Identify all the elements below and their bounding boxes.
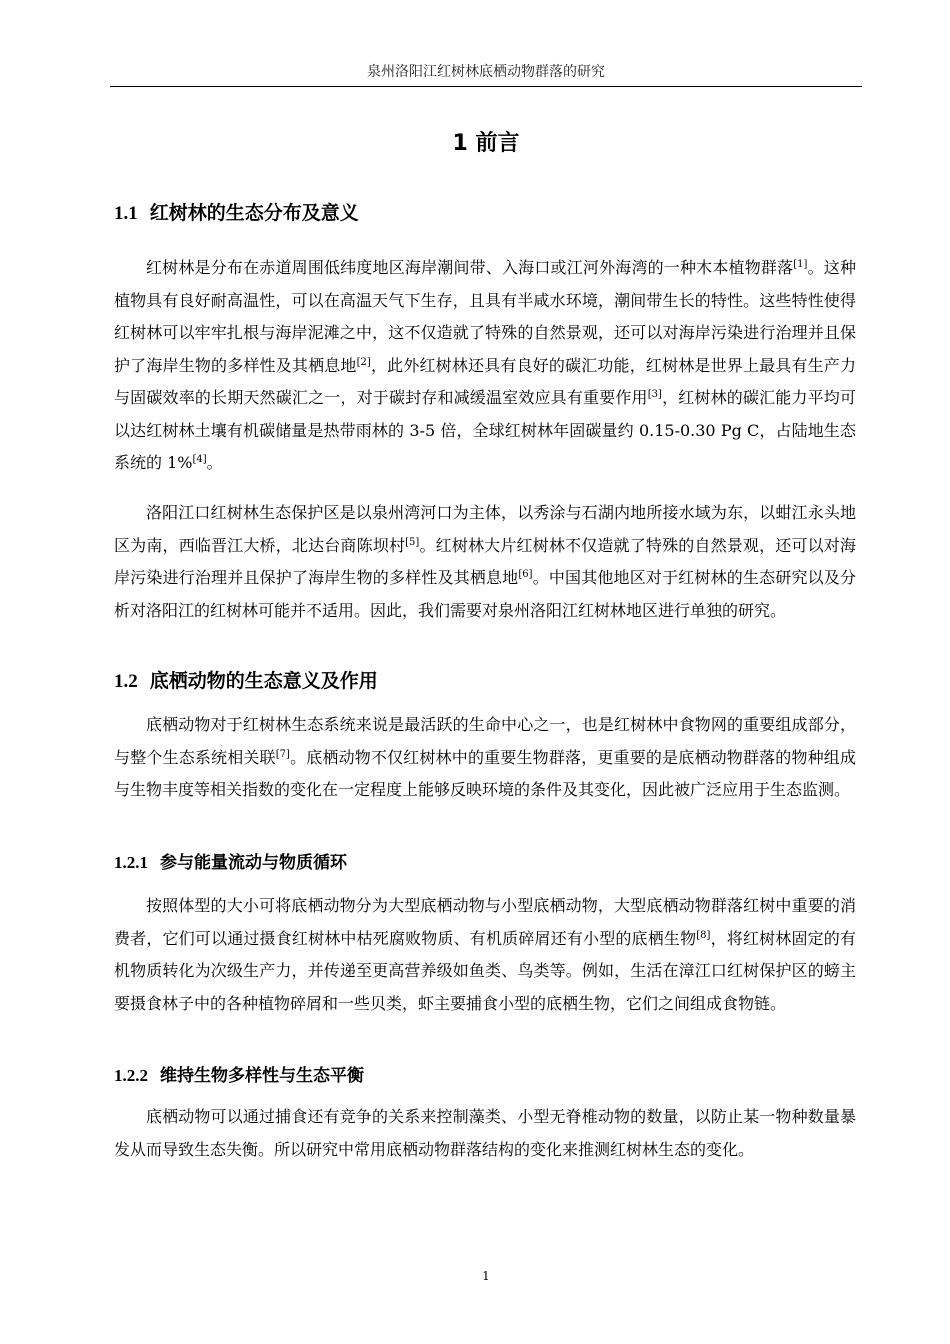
citation: [4] [192,454,207,465]
citation: [6] [518,569,533,580]
text-run: 。 [206,453,223,472]
section-number: 1.2 [114,671,138,692]
text-run: 按照体型的大小可将底栖动物分为大型底栖动物与小型底栖动物，大型底栖动物群落红树中重要的消费者，它们可以通过摄食红树林中枯死腐败物质、有机质碎屑还有小型的底栖生物 [114,896,856,948]
citation: [2] [356,356,371,368]
text-run: 底栖动物对于红树林生态系统来说是最活跃的生命中心之一，也是红树林中食物网的重要组成部分，与整个生态系统相关联 [114,715,856,767]
chapter-title: 1 前言 [452,131,520,156]
text-run: 。中国其他地区对于红树林的生态研究以及分析对洛阳江的红树林可能并不适用。因此，我们需要对泉州洛阳江红树林地区进行单独的研究。 [114,568,856,620]
section-heading-1-2 [114,666,854,697]
text-run: 洛阳江口红树林生态保护区是以泉州湾河口为主体，以秀涂与石湖内地所接水域为东，以蚶江永头地区为南，西临晋江大桥，北达台商陈坝村 [114,503,856,555]
citation: [1] [793,259,808,270]
section-number: 1.1 [114,203,138,224]
section-number: 1.2.1 [114,853,148,872]
paragraph-1-1-b [114,497,856,627]
section-number: 1.2.2 [114,1066,148,1085]
text-run: 底栖动物可以通过捕食还有竞争的关系来控制藻类、小型无脊椎动物的数量，以防止某一物种数量暴发从而导致生态失衡。所以研究中常用底栖动物群落结构的变化来推测红树林生态的变化。 [114,1107,856,1159]
section-heading-1-1 [114,198,854,229]
section-title: 红树林的生态分布及意义 [149,202,359,224]
paragraph-1-2 [114,709,856,807]
text-run: ，将红树林固定的有机物质转化为次级生产力，并传递至更高营养级如鱼类、鸟类等。例如，生活在漳江口红树保护区的螃主要摄食林子中的各种植物碎屑和一些贝类，虾主要捕食小型的底栖生物，它们之间组成食物链。 [114,928,856,1013]
page-number: 1 [482,1269,490,1283]
citation: [7] [275,748,290,760]
running-header: 泉州洛阳江红树林底栖动物群落的研究 [367,64,605,80]
text-run: 。红树林大片红树林不仅造就了特殊的自然景观，还可以对海岸污染进行治理并且保护了海岸生物的多样性及其栖息地 [114,535,856,587]
paragraph-1-2-1 [114,890,856,1020]
paragraph-1-1-a [114,252,856,480]
text-run: ，红树林的碳汇能力平均可以达红树林土壤有机碳储量是热带雨林的 3-5 倍，全球红树林年固碳量约 0.15-0.30 Pg C，占陆地生态系统的 1% [114,388,856,472]
citation: [8] [696,929,711,941]
text-run: 红树林是分布在赤道周围低纬度地区海岸潮间带、入海口或江河外海湾的一种木本植物群落 [146,258,794,277]
text-run: ，此外红树林还具有良好的碳汇功能，红树林是世界上最具有生产力与固碳效率的长期天然碳汇之一，对于碳封存和减缓温室效应具有重要作用 [114,355,856,407]
text-run: 。这种植物具有良好耐高温性，可以在高温天气下生存，且具有半咸水环境，潮间带生长的特性。这些特性使得红树林可以牢牢扎根与海岸泥滩之中，这不仅造就了特殊的自然景观，还可以对海岸污染进行治理并且保护了海岸生物的多样性及其栖息地 [114,258,856,375]
section-title: 底栖动物的生态意义及作用 [149,670,378,692]
section-title: 维持生物多样性与生态平衡 [160,1066,364,1086]
paragraph-1-2-2 [114,1101,856,1166]
header-rule [110,86,862,87]
text-run: 。底栖动物不仅红树林中的重要生物群落，更重要的是底栖动物群落的物种组成与生物丰度等相关指数的变化在一定程度上能够反映环境的条件及其变化，因此被广泛应用于生态监测。 [114,747,856,799]
section-title: 参与能量流动与物质循环 [160,853,347,873]
citation: [3] [647,389,662,400]
section-heading-1-2-2 [114,1062,854,1090]
citation: [5] [405,536,420,548]
section-heading-1-2-1 [114,849,854,877]
